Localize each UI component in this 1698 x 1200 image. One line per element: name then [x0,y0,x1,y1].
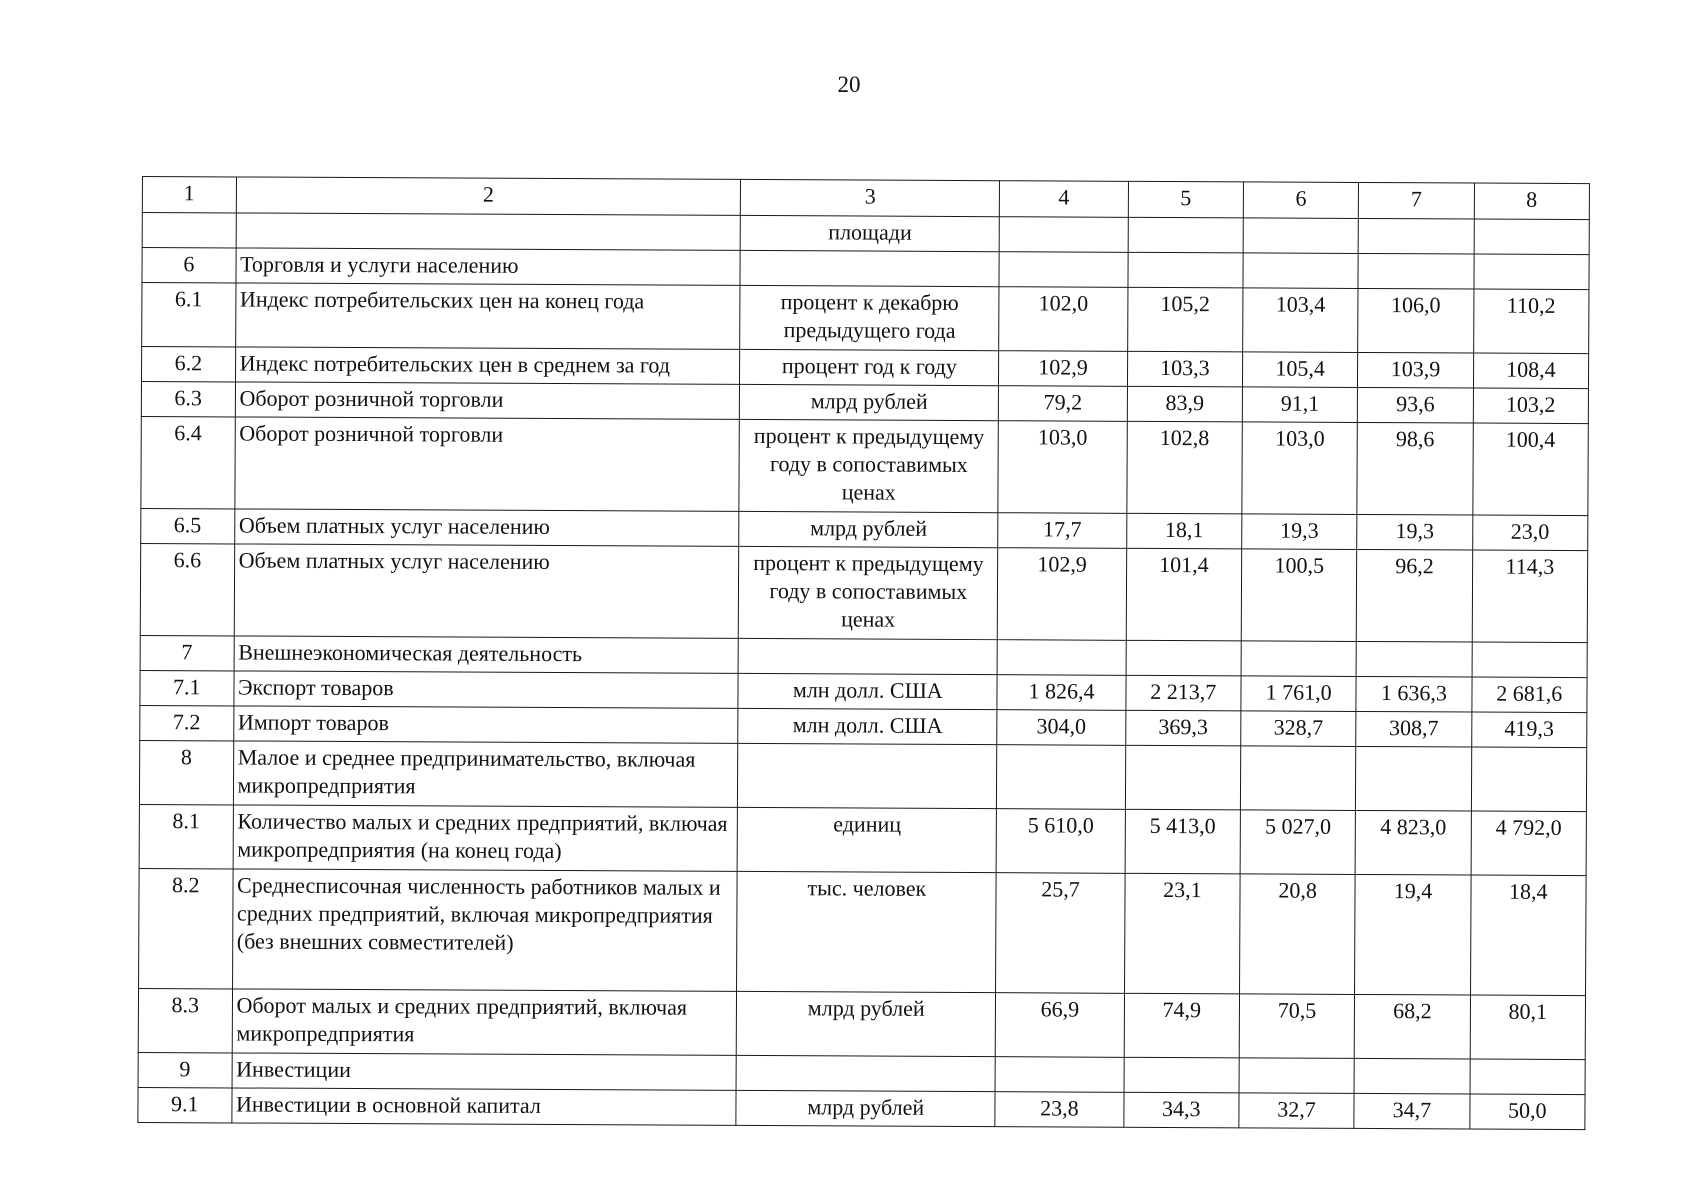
value-cell [999,252,1128,288]
indicator-name-cell: Количество малых и средних предприятий, включая микропредприятия (на конец года) [233,805,738,871]
value-cell: 101,4 [1126,548,1242,641]
unit-cell: млрд рублей [736,1090,995,1126]
value-cell: 32,7 [1239,1093,1354,1129]
value-cell: 103,0 [998,421,1127,514]
value-cell: 18,4 [1470,875,1586,996]
value-cell: 4 823,0 [1355,810,1471,875]
value-cell: 5 027,0 [1240,810,1356,875]
indicator-name-cell: Индекс потребительских цен в среднем за год [235,347,740,384]
value-cell: 17,7 [998,513,1127,549]
value-cell: 96,2 [1357,549,1473,642]
indicator-name-cell: Оборот малых и средних предприятий, включая микропредприятия [232,989,737,1055]
row-number-cell: 9.1 [138,1087,232,1122]
value-cell: 23,1 [1124,873,1240,994]
unit-cell [738,743,997,808]
value-cell: 105,2 [1127,287,1243,352]
value-cell: 110,2 [1473,289,1589,354]
page-number: 20 [837,72,861,97]
row-number-cell: 6.2 [141,347,235,382]
value-cell: 304,0 [997,710,1126,746]
indicator-name-cell [236,213,741,250]
value-cell: 108,4 [1473,353,1589,389]
value-cell: 19,3 [1242,514,1357,550]
row-number-cell: 7.1 [140,670,234,705]
row-number-cell: 8.1 [139,804,233,868]
unit-cell: процент к предыдущему году в сопоставимых ценах [739,419,998,512]
table-row [139,740,1586,811]
table-row [138,988,1585,1059]
value-cell: 74,9 [1124,993,1240,1058]
unit-cell: тыс. человек [737,871,997,992]
value-cell: 25,7 [996,873,1125,994]
value-cell: 70,5 [1239,994,1355,1059]
indicator-name-cell: Внешнеэкономическая деятельность [234,636,739,673]
value-cell [1243,253,1358,289]
value-cell: 100,5 [1241,549,1357,642]
unit-cell: процент год к году [740,349,999,385]
value-cell: 34,7 [1354,1093,1469,1129]
value-cell [1358,218,1473,254]
row-number-cell: 6.6 [140,543,234,635]
row-number-cell [142,213,236,248]
row-number-cell: 6 [142,248,236,283]
value-cell: 79,2 [999,386,1128,422]
value-cell [997,745,1126,810]
value-cell [1241,641,1356,677]
value-cell [1356,746,1472,811]
indicator-name-cell: Объем платных услуг населению [234,509,739,546]
row-number-cell: 8.3 [138,988,232,1052]
indicator-name-cell: Среднесписочная численность работников малых и средних предприятий, включая микропредприятия (без внешних совместителей) [232,869,737,991]
indicator-name-cell: Объем платных услуг населению [234,544,739,638]
table-row [140,543,1587,642]
row-number-cell: 6.3 [141,382,235,417]
row-number-cell: 7 [140,635,234,670]
value-cell [1354,1058,1469,1094]
table-row [139,804,1586,875]
value-cell: 103,3 [1127,351,1242,387]
indicator-name-cell: Инвестиции в основной капитал [231,1088,736,1125]
indicator-name-cell: Малое и среднее предпринимательство, включая микропредприятия [233,741,738,807]
value-cell [1239,1058,1354,1094]
value-cell: 1 761,0 [1241,676,1356,712]
row-number-cell: 9 [138,1052,232,1087]
indicators-table [137,176,1590,1130]
value-cell: 34,3 [1124,1092,1239,1128]
value-cell [1128,217,1243,253]
column-header: 6 [1243,182,1358,219]
value-cell: 91,1 [1242,387,1357,423]
value-cell: 2 681,6 [1472,677,1588,713]
row-number-cell: 6.4 [141,416,235,508]
unit-cell: единиц [737,807,996,872]
value-cell: 105,4 [1242,352,1357,388]
value-cell: 308,7 [1356,711,1471,747]
value-cell: 419,3 [1471,712,1587,748]
table-row [141,416,1588,515]
unit-cell: площади [741,215,1000,251]
value-cell [1126,640,1241,676]
indicator-name-cell: Инвестиции [232,1053,737,1090]
column-header: 8 [1474,183,1590,220]
value-cell: 4 792,0 [1471,811,1587,876]
unit-cell: млн долл. США [738,673,997,709]
indicator-name-cell: Экспорт товаров [233,671,738,708]
table-row [139,868,1587,995]
unit-cell: процент к декабрю предыдущего года [740,285,999,350]
indicator-name-cell: Импорт товаров [233,706,738,743]
value-cell [1474,219,1590,255]
row-number-cell: 8 [139,740,233,804]
value-cell [1358,253,1473,289]
value-cell: 369,3 [1125,710,1240,746]
value-cell [1470,1059,1586,1095]
column-header: 1 [142,177,236,213]
value-cell: 328,7 [1241,711,1356,747]
value-cell [1471,747,1587,812]
row-number-cell: 8.2 [139,868,233,988]
value-cell: 103,9 [1358,352,1473,388]
column-header: 3 [741,179,1000,216]
value-cell: 50,0 [1469,1094,1585,1130]
table-row [142,283,1589,354]
value-cell: 93,6 [1358,387,1473,423]
value-cell: 80,1 [1470,995,1586,1060]
value-cell [997,640,1126,676]
row-number-cell: 6.1 [142,283,236,347]
value-cell: 103,0 [1242,422,1358,515]
value-cell: 98,6 [1357,422,1473,515]
indicator-name-cell: Оборот розничной торговли [235,382,740,419]
value-cell: 20,8 [1240,874,1356,995]
value-cell: 103,4 [1243,288,1359,353]
unit-cell: млрд рублей [740,384,999,420]
value-cell: 19,4 [1355,874,1471,995]
value-cell [1474,254,1590,290]
value-cell [1124,1057,1239,1093]
unit-cell [740,250,999,286]
row-number-cell: 6.5 [141,508,235,543]
value-cell [999,217,1128,253]
table-body [138,213,1589,1130]
unit-cell: млрд рублей [737,991,996,1056]
row-number-cell: 7.2 [140,705,234,740]
value-cell: 102,8 [1127,421,1243,514]
value-cell [1128,252,1243,288]
indicator-name-cell: Оборот розничной торговли [234,417,739,511]
value-cell: 5 610,0 [996,809,1125,874]
unit-cell: млн долл. США [738,708,997,744]
value-cell: 103,2 [1473,388,1589,424]
value-cell: 114,3 [1472,550,1588,643]
value-cell: 83,9 [1127,386,1242,422]
table-row [138,1087,1585,1129]
value-cell: 1 636,3 [1356,676,1471,712]
value-cell [1243,218,1358,254]
value-cell: 19,3 [1357,514,1472,550]
value-cell [1240,746,1356,811]
indicators-table-container [137,176,1590,1130]
value-cell: 23,0 [1472,515,1588,551]
indicator-name-cell: Торговля и услуги населению [236,248,741,285]
value-cell: 100,4 [1472,423,1588,516]
value-cell: 102,9 [998,548,1127,641]
value-cell [995,1057,1124,1093]
value-cell: 2 213,7 [1126,675,1241,711]
column-header: 5 [1128,181,1243,218]
value-cell: 18,1 [1126,513,1241,549]
unit-cell: процент к предыдущему году в сопоставимых ценах [739,546,998,639]
value-cell [1356,641,1471,677]
column-header: 7 [1359,182,1474,219]
value-cell: 23,8 [995,1092,1124,1128]
value-cell: 102,0 [999,287,1128,352]
value-cell: 102,9 [999,351,1128,387]
value-cell [1472,642,1588,678]
value-cell: 106,0 [1358,288,1474,353]
value-cell: 66,9 [996,993,1125,1058]
unit-cell [738,638,997,674]
value-cell: 1 826,4 [997,675,1126,711]
indicator-name-cell: Индекс потребительских цен на конец года [235,283,740,349]
unit-cell [736,1055,995,1091]
value-cell: 5 413,0 [1125,809,1241,874]
column-header: 2 [236,177,741,215]
unit-cell: млрд рублей [739,511,998,547]
value-cell: 68,2 [1354,994,1470,1059]
column-header: 4 [1000,181,1129,218]
value-cell [1125,745,1241,810]
